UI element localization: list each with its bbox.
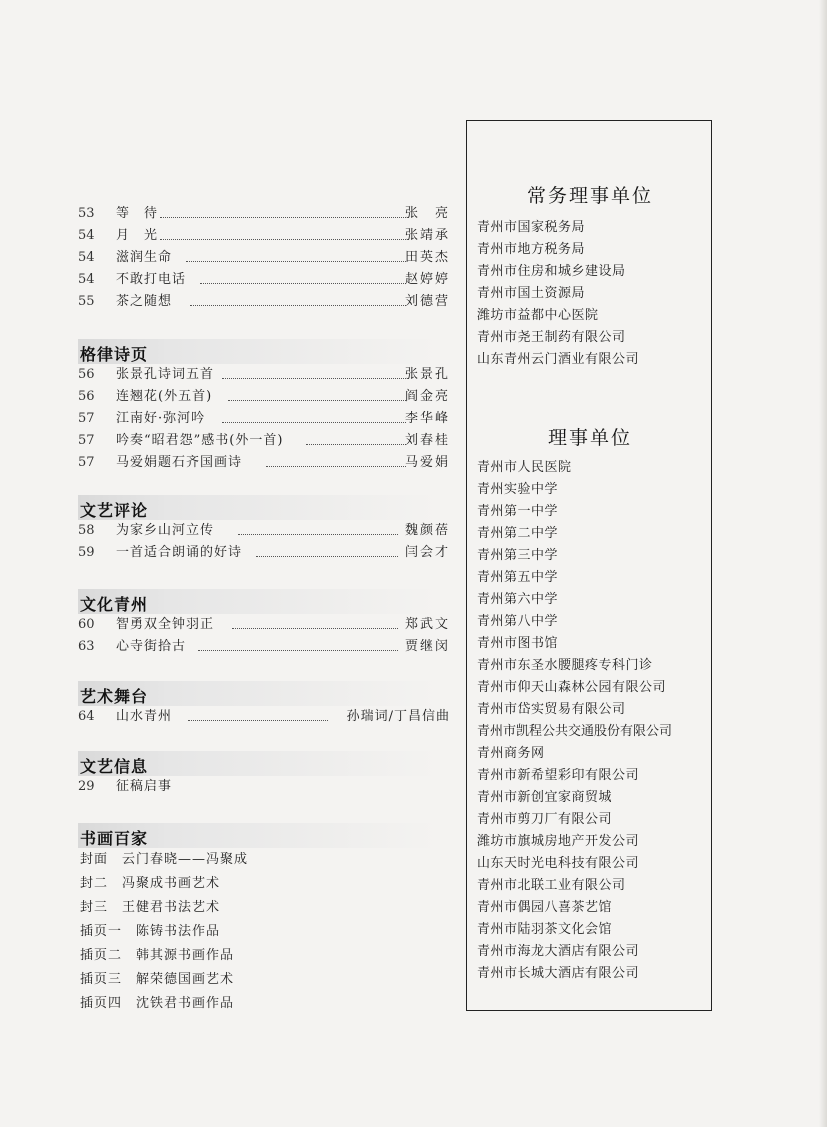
sponsor-item: 青州市地方税务局	[477, 242, 586, 257]
toc-page-number: 57	[78, 411, 95, 426]
toc-page-number: 59	[78, 545, 95, 560]
toc-page-number: 54	[78, 250, 95, 265]
sponsor-item: 青州实验中学	[477, 482, 559, 497]
toc-entry-author: 闫会才	[404, 545, 450, 560]
toc-page-number: 64	[78, 709, 95, 724]
toc-entry	[0, 776, 470, 798]
leader-dots	[200, 283, 406, 284]
sponsor-item: 青州市偶园八喜茶艺馆	[477, 900, 613, 915]
council-members-title: 理事单位	[547, 427, 632, 449]
sponsor-item: 青州市仰天山森林公园有限公司	[477, 680, 667, 695]
toc-entry-title: 等 待	[116, 206, 159, 221]
section-header	[78, 495, 438, 520]
toc-entry-author: 贾继闵	[404, 639, 450, 654]
toc-entry	[0, 636, 470, 658]
toc-page-number: 53	[78, 206, 95, 221]
sponsor-item: 山东青州云门酒业有限公司	[477, 352, 640, 367]
toc-entry	[0, 291, 470, 313]
toc-entry-author: 张靖承	[404, 228, 450, 243]
toc-entry-title: 滋润生命	[116, 250, 173, 265]
toc-entry	[0, 364, 470, 386]
toc-entry	[0, 706, 470, 728]
toc-entry	[0, 520, 470, 542]
leader-dots	[232, 628, 398, 629]
toc-entry-title: 一首适合朗诵的好诗	[116, 545, 243, 560]
leader-dots	[198, 650, 398, 651]
toc-entry-title: 智勇双全钟羽正	[116, 617, 215, 632]
section-title: 文化青州	[80, 595, 149, 614]
leader-dots	[186, 261, 406, 262]
section-title: 书画百家	[80, 829, 149, 848]
art-item-text: 封面 云门春晓——冯聚成	[80, 852, 249, 867]
section-title: 格律诗页	[80, 345, 149, 364]
toc-entry-author: 田英杰	[404, 250, 450, 265]
toc-page-number: 54	[78, 272, 95, 287]
section-title: 文艺评论	[80, 501, 149, 520]
toc-entry-title: 为家乡山河立传	[116, 523, 215, 538]
toc-page-number: 58	[78, 523, 95, 538]
sponsor-item: 青州市国家税务局	[477, 220, 586, 235]
art-item	[0, 992, 470, 1016]
toc-section-criticism	[0, 495, 470, 564]
leader-dots	[266, 466, 406, 467]
sponsor-item: 青州市陆羽茶文化会馆	[477, 922, 613, 937]
leader-dots	[256, 556, 398, 557]
sponsor-item: 山东天时光电科技有限公司	[477, 856, 640, 871]
sponsor-item: 青州市东圣水腰腿疼专科门诊	[477, 658, 653, 673]
sponsor-item: 青州市岱实贸易有限公司	[477, 702, 626, 717]
toc-section-news	[0, 751, 470, 798]
toc-entry-title: 心寺街拾古	[116, 639, 187, 654]
toc-entry-title: 马爱娟题石齐国画诗	[116, 455, 243, 470]
toc-entry-title: 征稿启事	[116, 779, 173, 794]
toc-entry-title: 张景孔诗词五首	[116, 367, 215, 382]
toc-entry	[0, 247, 470, 269]
sponsor-item: 青州市图书馆	[477, 636, 559, 651]
toc-entry-title: 连翘花(外五首)	[116, 389, 213, 404]
leader-dots	[238, 534, 398, 535]
art-item-text: 插页三 解荣德国画艺术	[80, 972, 235, 987]
toc-page-number: 63	[78, 639, 95, 654]
sponsor-item: 青州第二中学	[477, 526, 559, 541]
toc-entry	[0, 614, 470, 636]
sponsor-item: 青州市住房和城乡建设局	[477, 264, 626, 279]
toc-entry-title: 不敢打电话	[116, 272, 187, 287]
toc-entry-author: 刘春桂	[404, 433, 450, 448]
toc-entry-author: 赵婷婷	[404, 272, 450, 287]
leader-dots	[190, 305, 406, 306]
toc-section-stage	[0, 681, 470, 728]
toc-page-number: 54	[78, 228, 95, 243]
toc-entry	[0, 225, 470, 247]
art-item	[0, 968, 470, 992]
toc-entry-title: 山水青州	[116, 709, 173, 724]
toc-entry	[0, 542, 470, 564]
sponsor-item: 青州第六中学	[477, 592, 559, 607]
art-item	[0, 896, 470, 920]
toc-entry	[0, 430, 470, 452]
standing-council-title: 常务理事单位	[526, 185, 653, 207]
toc-entry	[0, 408, 470, 430]
leader-dots	[160, 217, 406, 218]
sponsor-item: 潍坊市旗城房地产开发公司	[477, 834, 640, 849]
toc-page-number: 29	[78, 779, 95, 794]
toc-top-entries	[0, 203, 470, 313]
sponsor-item: 青州市剪刀厂有限公司	[477, 812, 613, 827]
art-item	[0, 872, 470, 896]
toc-page-number: 57	[78, 433, 95, 448]
sponsor-item: 青州市新希望彩印有限公司	[477, 768, 640, 783]
page-edge-shadow	[819, 0, 827, 1127]
section-header	[78, 681, 438, 706]
section-header	[78, 751, 438, 776]
sponsor-item: 青州市凯程公共交通股份有限公司	[477, 724, 673, 739]
toc-entry-author: 郑武文	[404, 617, 450, 632]
standing-council-list	[477, 217, 713, 371]
leader-dots	[160, 239, 406, 240]
toc-page-number: 60	[78, 617, 95, 632]
toc-entry-title: 月 光	[116, 228, 159, 243]
sponsor-item: 潍坊市益都中心医院	[477, 308, 599, 323]
toc-section-poetry	[0, 339, 470, 474]
sponsor-item: 青州第三中学	[477, 548, 559, 563]
toc-section-art	[0, 823, 470, 1016]
art-item-text: 插页二 韩其源书画作品	[80, 948, 235, 963]
sponsor-item: 青州市海龙大酒店有限公司	[477, 944, 640, 959]
art-item-text: 插页四 沈铁君书画作品	[80, 996, 235, 1011]
toc-entry-author: 刘德营	[404, 294, 450, 309]
toc-page-number: 56	[78, 389, 95, 404]
toc-section-culture	[0, 589, 470, 658]
toc-entry-author: 张景孔	[404, 367, 450, 382]
toc-entry	[0, 269, 470, 291]
sponsor-item: 青州第八中学	[477, 614, 559, 629]
toc-entry	[0, 386, 470, 408]
leader-dots	[188, 720, 328, 721]
toc-entry-title: 江南好·弥河吟	[116, 411, 206, 426]
toc-entry	[0, 452, 470, 474]
sponsor-item: 青州市长城大酒店有限公司	[477, 966, 640, 981]
leader-dots	[228, 400, 406, 401]
toc-entry-title: 茶之随想	[116, 294, 173, 309]
toc-entry-author: 马爱娟	[404, 455, 450, 470]
sponsor-box	[466, 120, 712, 1011]
art-item	[0, 944, 470, 968]
section-title: 艺术舞台	[80, 687, 149, 706]
toc-entry-author: 魏颜蓓	[404, 523, 450, 538]
art-item-text: 封三 王健君书法艺术	[80, 900, 221, 915]
toc-entry-author: 孙瑞词/丁昌信曲	[346, 709, 450, 724]
leader-dots	[222, 378, 406, 379]
sponsor-item: 青州第五中学	[477, 570, 559, 585]
sponsor-item: 青州商务网	[477, 746, 545, 761]
section-header	[78, 339, 438, 364]
art-item-text: 插页一 陈铸书法作品	[80, 924, 221, 939]
art-item	[0, 848, 470, 872]
toc-entry	[0, 203, 470, 225]
sponsor-item: 青州市国土资源局	[477, 286, 586, 301]
leader-dots	[222, 422, 406, 423]
sponsor-item: 青州市新创宜家商贸城	[477, 790, 613, 805]
art-item	[0, 920, 470, 944]
section-title: 文艺信息	[80, 757, 149, 776]
leader-dots	[306, 444, 406, 445]
toc-entry-title: 吟奏“昭君怨”感书(外一首)	[116, 433, 284, 448]
toc-page-number: 55	[78, 294, 95, 309]
sponsor-item: 青州第一中学	[477, 504, 559, 519]
toc-entry-author: 李华峰	[404, 411, 450, 426]
section-header	[78, 589, 438, 614]
sponsor-item: 青州市人民医院	[477, 460, 572, 475]
council-members-list	[477, 457, 713, 985]
section-header	[78, 823, 438, 848]
art-item-text: 封二 冯聚成书画艺术	[80, 876, 221, 891]
toc-entry-author: 张 亮	[404, 206, 450, 221]
toc-page-number: 57	[78, 455, 95, 470]
toc-entry-author: 阎金亮	[404, 389, 450, 404]
toc-page-number: 56	[78, 367, 95, 382]
sponsor-item: 青州市北联工业有限公司	[477, 878, 626, 893]
sponsor-item: 青州市尧王制药有限公司	[477, 330, 626, 345]
